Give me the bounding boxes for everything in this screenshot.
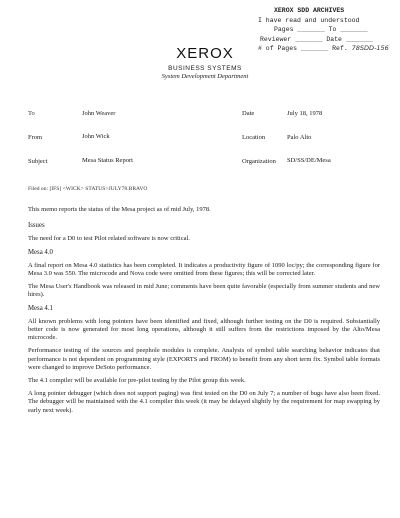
to-value: John Weaver xyxy=(82,110,116,117)
from-field-label: From xyxy=(28,134,43,141)
organization-value: SD/SS/DE/Mesa xyxy=(287,157,331,164)
archive-reviewer-row xyxy=(258,35,398,45)
mesa41-paragraph-4: A long pointer debugger (which does not support paging) was first tested on the D0 on July 7; a number of bugs have also been fixed. The debugger will be maintained with the 4.1 compiler this week (it may be delayed slightly by the requirement for map swapping by early next week). xyxy=(28,390,380,414)
archive-stamp xyxy=(258,6,398,54)
reviewer-label: Reviewer xyxy=(260,35,292,43)
xerox-logo: XEROX xyxy=(176,45,234,62)
organization-field-label: Organization xyxy=(242,158,276,165)
to-label: To xyxy=(328,26,337,33)
filed-on-line: Filed on: [IFS] <WICK> STATUS>JULY78.BRAVO xyxy=(28,186,148,192)
mesa41-paragraph-2: Performance testing of the sources and peephole modules is complete. Analysis of symbol table searching behavior indicates that performance is not dependent on programming style (EXPORTS and FROM) to benefit from any short term fix. Symbol table formats were changed to improve DeSoto performance. xyxy=(28,347,380,371)
date-value: July 18, 1978 xyxy=(287,110,323,117)
mesa40-heading: Mesa 4.0 xyxy=(28,248,53,256)
issues-paragraph: The need for a D0 to test Pilot related software is now critical. xyxy=(28,235,190,243)
letterhead-line2: System Development Department xyxy=(161,73,249,80)
mesa41-heading: Mesa 4.1 xyxy=(28,304,53,312)
date-field-label: Date xyxy=(242,110,255,117)
from-value: John Wick xyxy=(82,133,110,140)
subject-field-label: Subject xyxy=(28,158,48,165)
archive-numpages-row xyxy=(258,44,398,54)
reviewer-blank: _______ xyxy=(295,35,323,43)
location-value: Palo Alto xyxy=(287,134,312,141)
issues-heading: Issues xyxy=(28,222,45,230)
to-field-label: To xyxy=(28,110,35,117)
mesa41-paragraph-1: All known problems with long pointers have been identified and fixed, although further testing on the D0 is required. Substantially better code is now generated for most long operations, although it still suffers from the restrictions imposed by the Alto/Mesa microcode. xyxy=(28,317,380,342)
archive-pages-row xyxy=(258,25,398,35)
to-blank: _______ xyxy=(340,26,368,33)
mesa40-paragraph-1: A final report on Mesa 4.0 statistics has been completed. It indicates a productivity figure of 1090 loc/py; the corresponding figure for Mesa 3.0 was 550. The microcode and Nova code were omitted from these figures; this will be corrected later. xyxy=(28,261,380,278)
mesa40-paragraph-2: The Mesa User's Handbook was released in mid June; comments have been quite favorable (especially from summer students and new hires). xyxy=(28,283,380,299)
archive-stamp-title: XEROX SDD ARCHIVES xyxy=(274,7,345,14)
num-pages-blank: _______ xyxy=(300,45,329,52)
intro-paragraph: This memo reports the status of the Mesa project as of mid July, 1978. xyxy=(28,206,211,213)
letterhead-line1: BUSINESS SYSTEMS xyxy=(168,65,242,72)
pages-label: Pages xyxy=(274,26,294,33)
date-stamp-label: Date xyxy=(326,35,342,43)
mesa41-paragraph-3: The 4.1 compiler will be available for pre-pilot testing by the Pilot group this week. xyxy=(28,377,246,385)
ref-value: 78SDD-156 xyxy=(351,44,389,52)
archive-stamp-line1: I have read and understood xyxy=(258,16,360,24)
num-pages-label: # of Pages xyxy=(258,45,298,52)
subject-value: Mesa Status Report xyxy=(82,157,133,164)
to-field xyxy=(28,110,35,117)
ref-label: Ref. xyxy=(332,45,348,52)
letterhead xyxy=(150,46,260,81)
memo-body xyxy=(28,206,380,420)
pages-blank: _______ xyxy=(297,26,325,33)
location-field-label: Location xyxy=(242,134,266,141)
date-stamp-blank: _______ xyxy=(345,35,374,43)
